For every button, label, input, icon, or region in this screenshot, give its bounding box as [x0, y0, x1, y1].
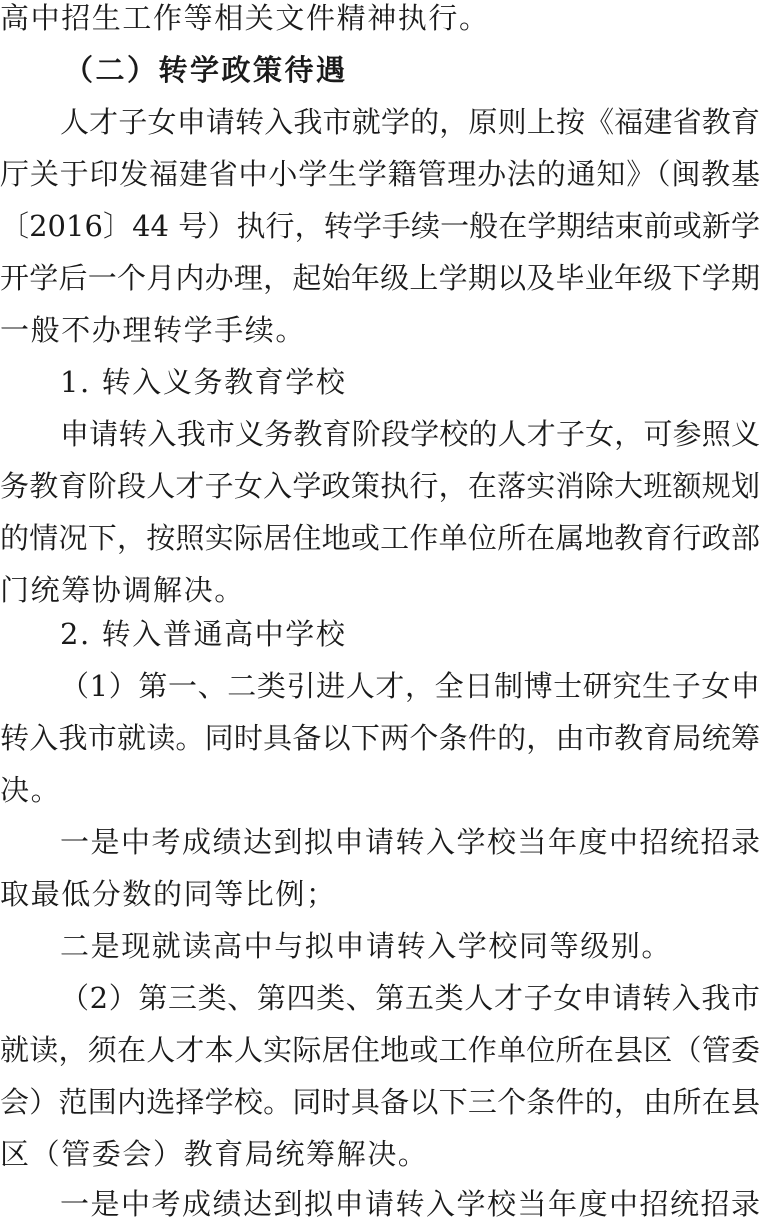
paragraph-line: 取最低分数的同等比例；	[0, 877, 337, 911]
paragraph-line: 会）范围内选择学校。同时具备以下三个条件的，由所在县	[0, 1085, 760, 1119]
paragraph-line: 一般不办理转学手续。	[0, 313, 307, 347]
paragraph-line: （2）第三类、第四类、第五类人才子女申请转入我市	[60, 981, 760, 1015]
paragraph-line: 转入我市就读。同时具备以下两个条件的，由市教育局统筹	[0, 721, 760, 755]
section-heading: （二）转学政策待遇	[64, 53, 348, 87]
paragraph-line: 一是中考成绩达到拟申请转入学校当年度中招统招录	[60, 825, 760, 859]
paragraph-line: 高中招生工作等相关文件精神执行。	[0, 1, 490, 35]
paragraph-line: 申请转入我市义务教育阶段学校的人才子女，可参照义	[60, 417, 760, 451]
paragraph-line: 区（管委会）教育局统筹解决。	[0, 1137, 429, 1171]
paragraph-line: 门统筹协调解决。	[0, 573, 245, 607]
paragraph-line: 人才子女申请转入我市就学的，原则上按《福建省教育	[60, 105, 760, 139]
paragraph-line: 二是现就读高中与拟申请转入学校同等级别。	[60, 929, 673, 963]
paragraph-line: 决。	[0, 773, 62, 807]
paragraph-line: 一是中考成绩达到拟申请转入学校当年度中招统招录	[60, 1187, 760, 1221]
paragraph-line: 厅关于印发福建省中小学生学籍管理办法的通知》（闽教基	[0, 157, 760, 191]
paragraph-line: 〔2016〕44 号）执行，转学手续一般在学期结束前或新学	[0, 209, 760, 243]
subsection-heading: 2. 转入普通高中学校	[60, 617, 347, 651]
paragraph-line: 就读，须在人才本人实际居住地或工作单位所在县区（管委	[0, 1033, 760, 1067]
paragraph-line: 的情况下，按照实际居住地或工作单位所在属地教育行政部	[0, 521, 760, 555]
subsection-heading: 1. 转入义务教育学校	[60, 365, 347, 399]
paragraph-line: 开学后一个月内办理，起始年级上学期以及毕业年级下学期	[0, 261, 760, 295]
paragraph-line: （1）第一、二类引进人才，全日制博士研究生子女申	[60, 669, 760, 703]
paragraph-line: 务教育阶段人才子女入学政策执行，在落实消除大班额规划	[0, 469, 760, 503]
